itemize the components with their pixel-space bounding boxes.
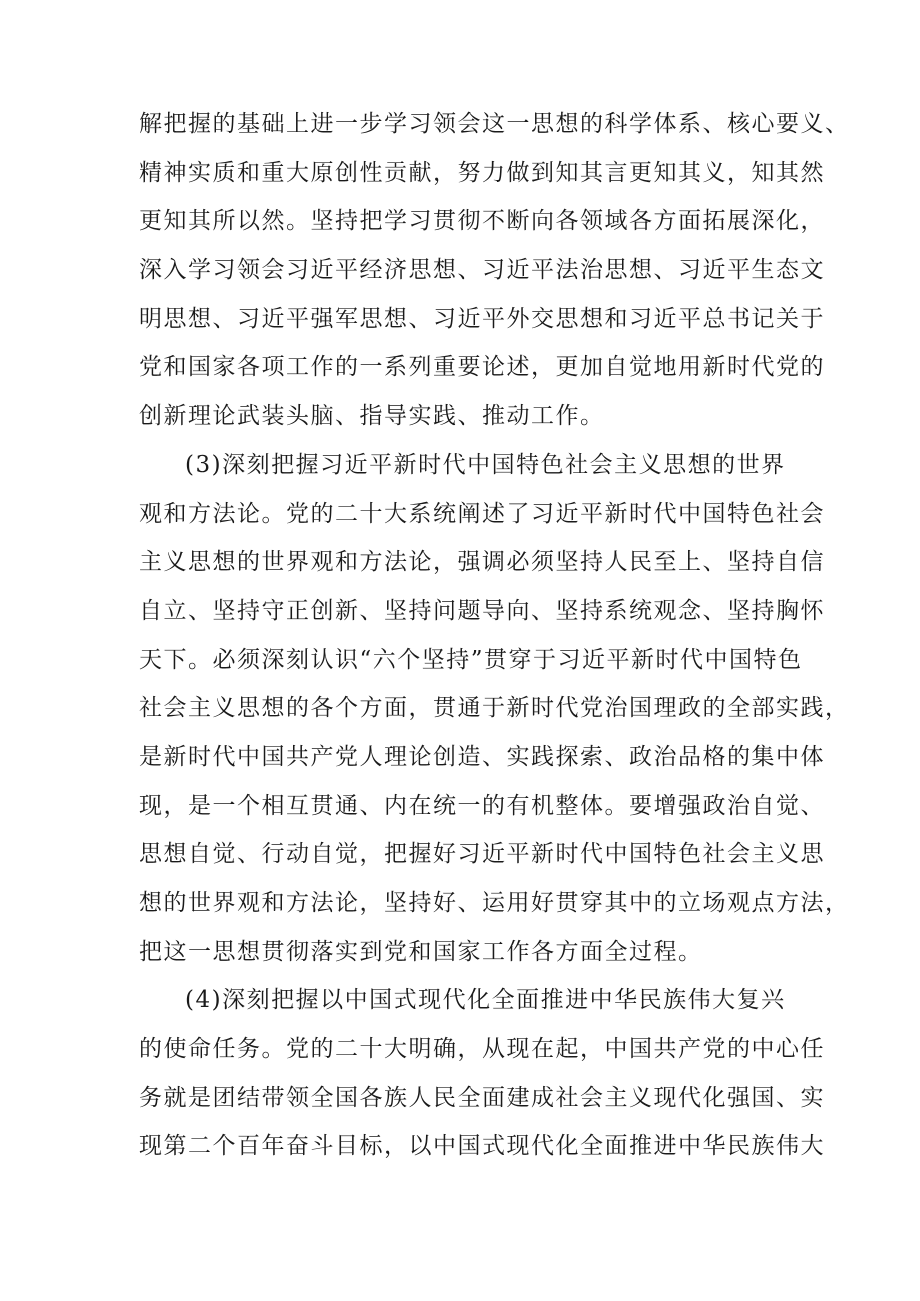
text-line: 天下。必须深刻认识“六个坚持”贯穿于习近平新时代中国特色 <box>139 646 803 673</box>
text-line: 现第二个百年奋斗目标，以中国式现代化全面推进中华民族伟大 <box>139 1133 825 1160</box>
body-text <box>139 100 850 1171</box>
text-line: 想的世界观和方法论，坚持好、运用好贯穿其中的立场观点方法， <box>139 890 850 916</box>
text-line: 解把握的基础上进一步学习领会这一思想的科学体系、核心要义、 <box>139 111 850 137</box>
text-line: 社会主义思想的各个方面，贯通于新时代党治国理政的全部实践， <box>139 695 850 722</box>
text-line: 自立、坚持守正创新、坚持问题导向、坚持系统观念、坚持胸怀 <box>139 597 825 624</box>
text-line: 现，是一个相互贯通、内在统一的有机整体。要增强政治自觉、 <box>139 792 825 819</box>
text-line: 务就是团结带领全国各族人民全面建成社会主义现代化强国、实 <box>139 1084 825 1111</box>
text-line: 思想自觉、行动自觉，把握好习近平新时代中国特色社会主义思 <box>139 841 825 868</box>
text-line: 观和方法论。党的二十大系统阐述了习近平新时代中国特色社会 <box>139 500 825 527</box>
text-line: 主义思想的世界观和方法论，强调必须坚持人民至上、坚持自信 <box>139 549 825 576</box>
text-line: 是新时代中国共产党人理论创造、实践探索、政治品格的集中体 <box>139 743 825 770</box>
text-line: 明思想、习近平强军思想、习近平外交思想和习近平总书记关于 <box>139 305 825 332</box>
paragraph-4-heading-line: (4)深刻把握以中国式现代化全面推进中华民族伟大复兴 <box>185 987 786 1014</box>
text-line: 精神实质和重大原创性贡献，努力做到知其言更知其义，知其然 <box>139 159 825 186</box>
text-line: 更知其所以然。坚持把学习贯彻不断向各领域各方面拓展深化， <box>139 208 825 235</box>
text-line: 党和国家各项工作的一系列重要论述，更加自觉地用新时代党的 <box>139 354 825 381</box>
text-line: 深入学习领会习近平经济思想、习近平法治思想、习近平生态文 <box>139 257 825 284</box>
text-line: 的使命任务。党的二十大明确，从现在起，中国共产党的中心任 <box>139 1036 825 1063</box>
paragraph-3-heading-line: (3)深刻把握习近平新时代中国特色社会主义思想的世界 <box>185 451 786 478</box>
text-line: 把这一思想贯彻落实到党和国家工作各方面全过程。 <box>139 938 703 965</box>
text-line: 创新理论武装头脑、指导实践、推动工作。 <box>139 403 605 430</box>
